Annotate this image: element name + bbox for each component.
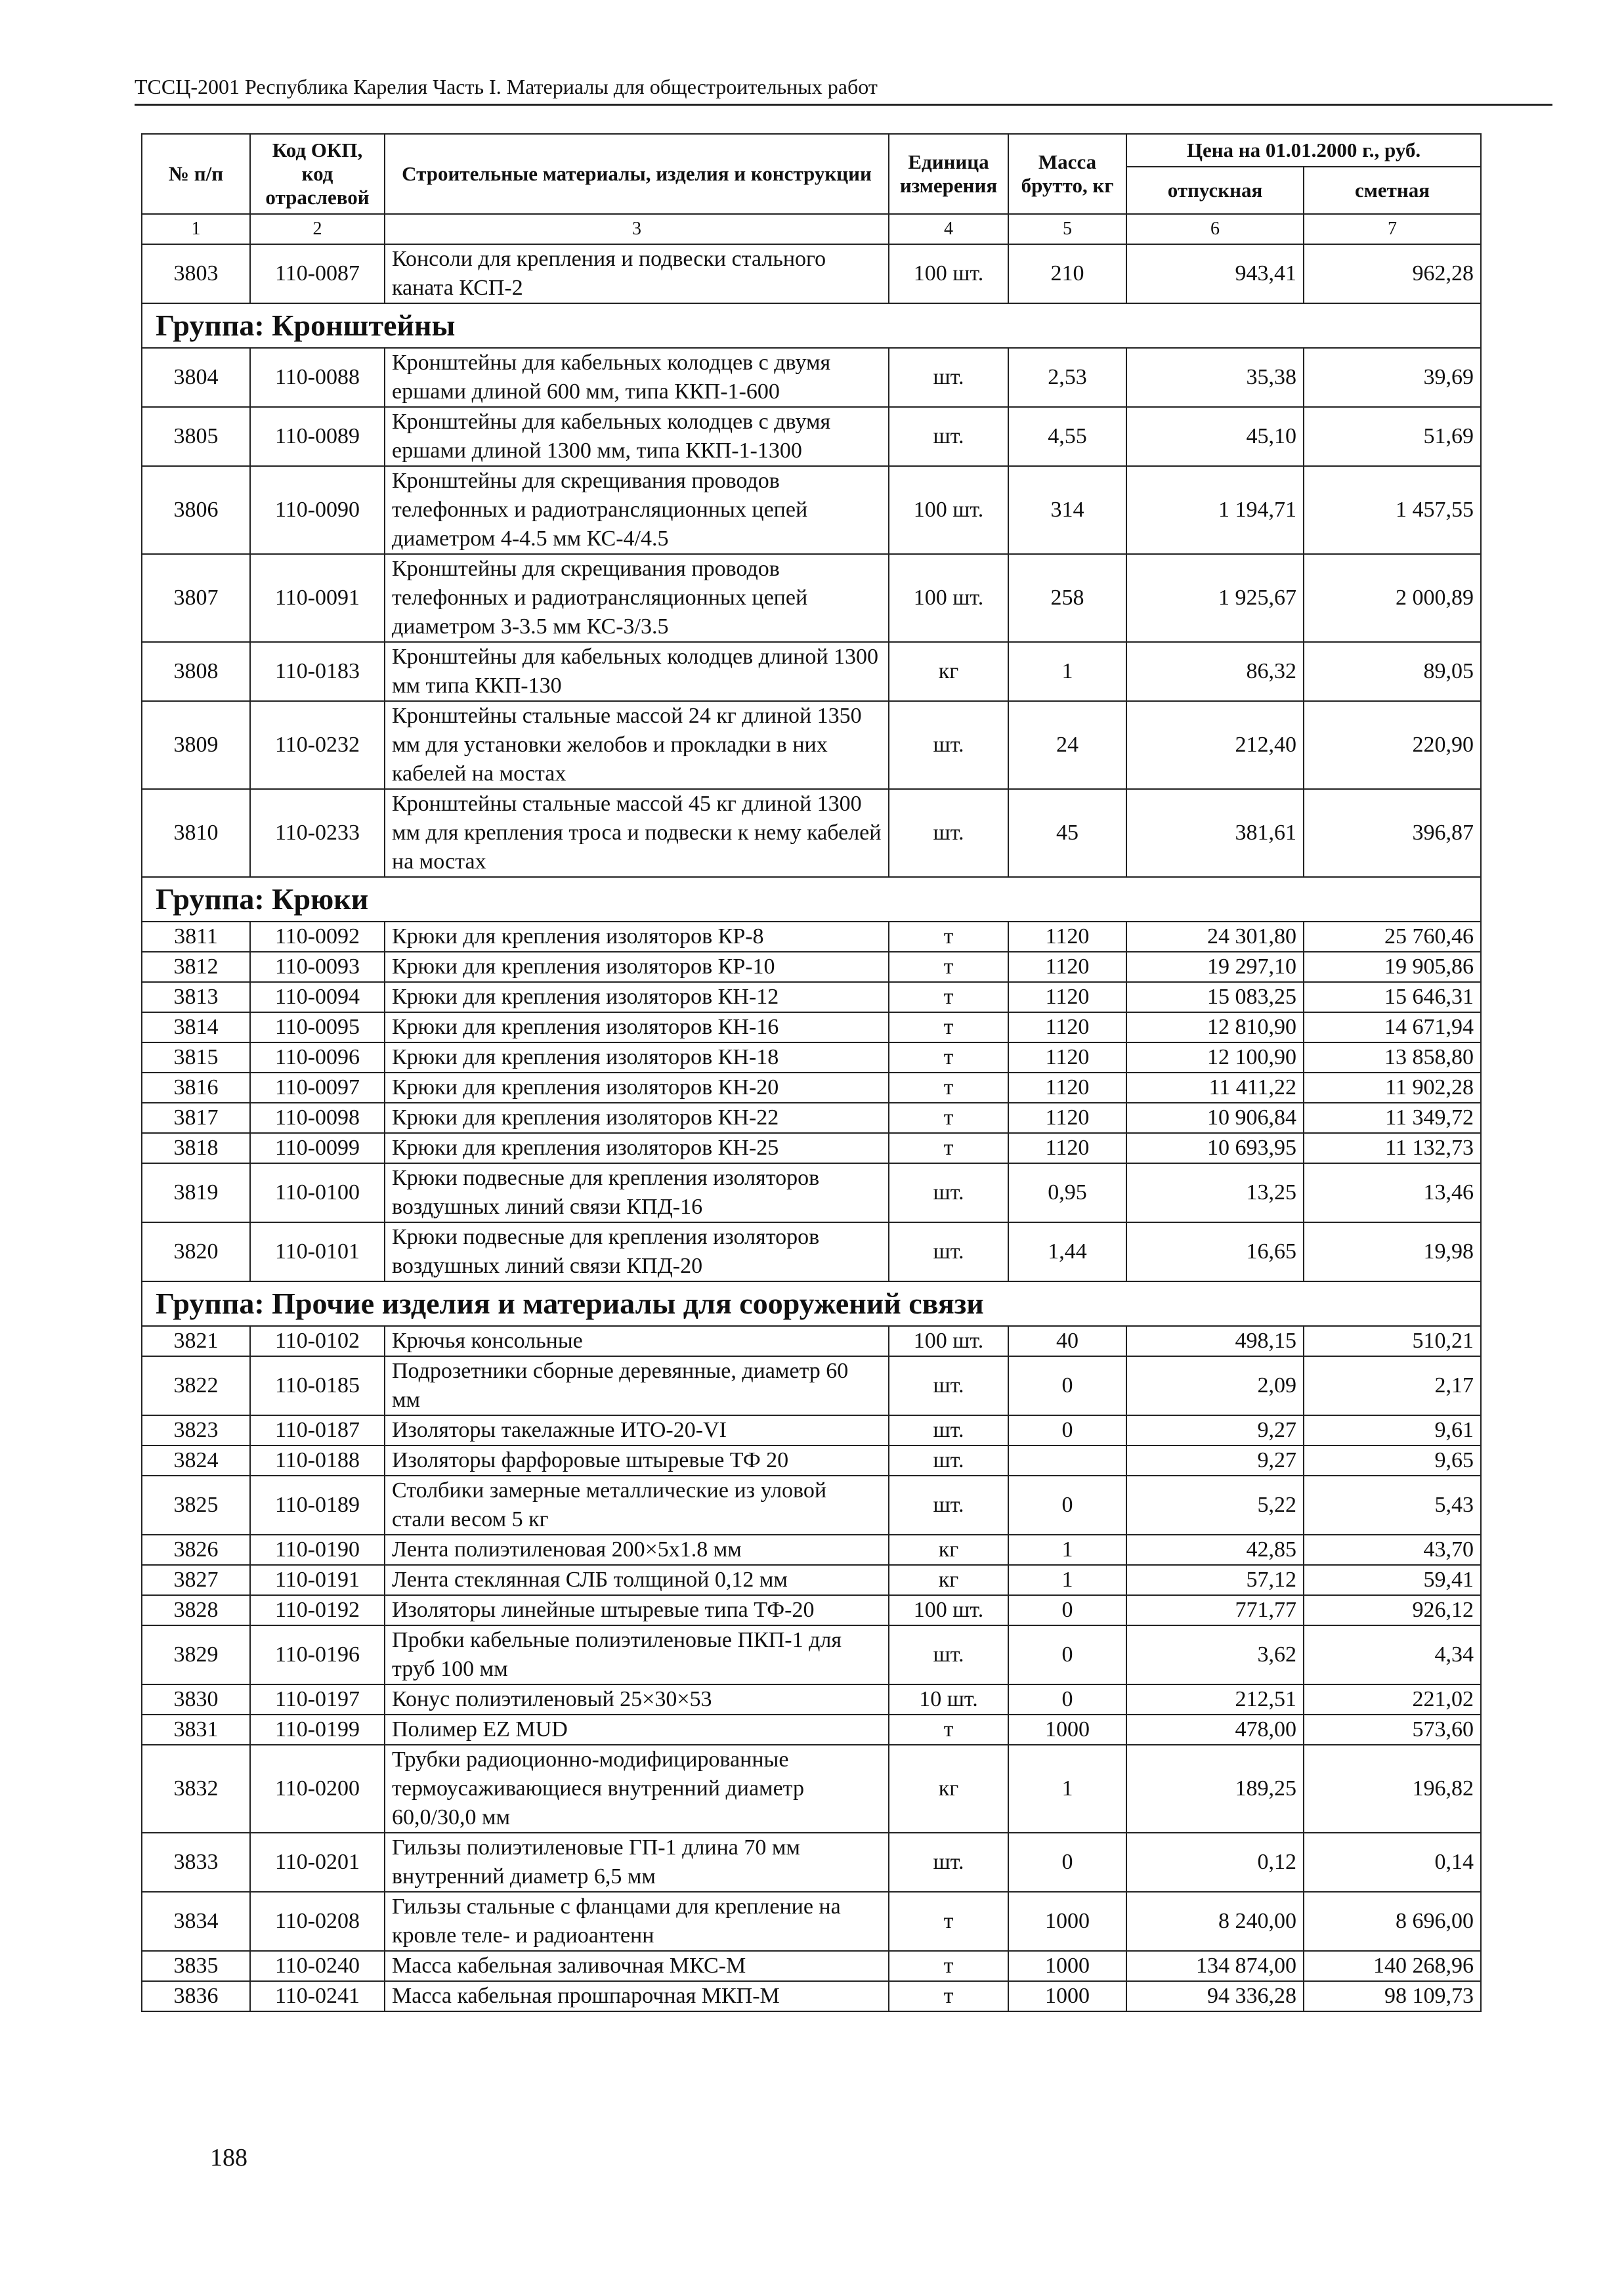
row-release-price: 94 336,28 xyxy=(1126,1981,1304,2011)
table-row xyxy=(142,1625,1481,1684)
row-code: 110-0190 xyxy=(250,1535,385,1565)
row-num: 3813 xyxy=(142,982,250,1012)
table-body xyxy=(142,244,1481,2011)
row-code: 110-0183 xyxy=(250,642,385,701)
col-header-num: № п/п xyxy=(142,134,250,214)
row-num: 3820 xyxy=(142,1222,250,1281)
row-name: Консоли для крепления и подвески стального каната КСП-2 xyxy=(385,244,889,303)
row-estimate-price: 19,98 xyxy=(1304,1222,1481,1281)
row-estimate-price: 8 696,00 xyxy=(1304,1892,1481,1951)
row-code: 110-0099 xyxy=(250,1133,385,1163)
row-estimate-price: 14 671,94 xyxy=(1304,1012,1481,1042)
header-divider xyxy=(135,104,1552,106)
column-number: 6 xyxy=(1126,214,1304,244)
row-mass: 1120 xyxy=(1008,1133,1126,1163)
row-code: 110-0088 xyxy=(250,348,385,407)
table-row xyxy=(142,1745,1481,1833)
row-name: Кронштейны стальные массой 45 кг длиной 1300 мм для крепления троса и подвески к нему кабелей на мостах xyxy=(385,789,889,877)
row-release-price: 771,77 xyxy=(1126,1595,1304,1625)
row-mass: 1 xyxy=(1008,1745,1126,1833)
column-number-row xyxy=(142,214,1481,244)
row-code: 110-0196 xyxy=(250,1625,385,1684)
table-row xyxy=(142,1981,1481,2011)
table-row xyxy=(142,348,1481,407)
col-header-price: Цена на 01.01.2000 г., руб. xyxy=(1126,134,1481,167)
row-name: Крюки для крепления изоляторов КР-10 xyxy=(385,952,889,982)
row-name: Изоляторы фарфоровые штыревые ТФ 20 xyxy=(385,1445,889,1476)
row-release-price: 12 100,90 xyxy=(1126,1042,1304,1073)
row-name: Кронштейны стальные массой 24 кг длиной 1350 мм для установки желобов и прокладки в них кабелей на мостах xyxy=(385,701,889,789)
row-name: Кронштейны для кабельных колодцев длиной 1300 мм типа ККП-130 xyxy=(385,642,889,701)
row-mass: 1000 xyxy=(1008,1715,1126,1745)
row-name: Трубки радиоционно-модифицированные термоусаживающиеся внутренний диаметр 60,0/30,0 мм xyxy=(385,1745,889,1833)
row-mass: 0,95 xyxy=(1008,1163,1126,1222)
table-row xyxy=(142,1356,1481,1415)
row-num: 3819 xyxy=(142,1163,250,1222)
row-name: Полимер EZ MUD xyxy=(385,1715,889,1745)
row-name: Лента стеклянная СЛБ толщиной 0,12 мм xyxy=(385,1565,889,1595)
row-unit: т xyxy=(889,1981,1008,2011)
row-num: 3826 xyxy=(142,1535,250,1565)
group-heading: Группа: Прочие изделия и материалы для сооружений связи xyxy=(142,1281,1481,1326)
row-num: 3836 xyxy=(142,1981,250,2011)
table-row xyxy=(142,1133,1481,1163)
row-estimate-price: 196,82 xyxy=(1304,1745,1481,1833)
row-name: Крюки для крепления изоляторов КН-18 xyxy=(385,1042,889,1073)
row-num: 3807 xyxy=(142,554,250,642)
row-estimate-price: 15 646,31 xyxy=(1304,982,1481,1012)
row-unit: т xyxy=(889,1012,1008,1042)
row-estimate-price: 5,43 xyxy=(1304,1476,1481,1535)
row-unit: шт. xyxy=(889,701,1008,789)
row-num: 3810 xyxy=(142,789,250,877)
row-unit: шт. xyxy=(889,1415,1008,1445)
table-row xyxy=(142,407,1481,466)
row-name: Гильзы стальные с фланцами для крепление на кровле теле- и радиоантенн xyxy=(385,1892,889,1951)
row-mass: 2,53 xyxy=(1008,348,1126,407)
row-num: 3805 xyxy=(142,407,250,466)
row-mass: 1 xyxy=(1008,1535,1126,1565)
table-row xyxy=(142,952,1481,982)
row-release-price: 45,10 xyxy=(1126,407,1304,466)
row-release-price: 8 240,00 xyxy=(1126,1892,1304,1951)
row-code: 110-0102 xyxy=(250,1326,385,1356)
row-unit: шт. xyxy=(889,1163,1008,1222)
row-unit: шт. xyxy=(889,1625,1008,1684)
table-row xyxy=(142,701,1481,789)
table-row xyxy=(142,1476,1481,1535)
row-estimate-price: 98 109,73 xyxy=(1304,1981,1481,2011)
row-release-price: 1 194,71 xyxy=(1126,466,1304,554)
table-row xyxy=(142,1222,1481,1281)
row-estimate-price: 0,14 xyxy=(1304,1833,1481,1892)
row-code: 110-0200 xyxy=(250,1745,385,1833)
row-unit: шт. xyxy=(889,1356,1008,1415)
row-name: Крюки для крепления изоляторов КН-25 xyxy=(385,1133,889,1163)
row-estimate-price: 11 349,72 xyxy=(1304,1103,1481,1133)
row-num: 3822 xyxy=(142,1356,250,1415)
row-num: 3811 xyxy=(142,922,250,952)
row-unit: шт. xyxy=(889,348,1008,407)
row-unit: шт. xyxy=(889,1476,1008,1535)
row-num: 3831 xyxy=(142,1715,250,1745)
row-code: 110-0240 xyxy=(250,1951,385,1981)
row-estimate-price: 43,70 xyxy=(1304,1535,1481,1565)
row-release-price: 24 301,80 xyxy=(1126,922,1304,952)
row-code: 110-0199 xyxy=(250,1715,385,1745)
row-code: 110-0241 xyxy=(250,1981,385,2011)
row-unit: кг xyxy=(889,1745,1008,1833)
row-code: 110-0188 xyxy=(250,1445,385,1476)
row-code: 110-0094 xyxy=(250,982,385,1012)
row-release-price: 1 925,67 xyxy=(1126,554,1304,642)
row-unit: шт. xyxy=(889,1222,1008,1281)
row-name: Подрозетники сборные деревянные, диаметр 60 мм xyxy=(385,1356,889,1415)
row-num: 3823 xyxy=(142,1415,250,1445)
row-mass: 24 xyxy=(1008,701,1126,789)
row-unit: кг xyxy=(889,642,1008,701)
row-name: Пробки кабельные полиэтиленовые ПКП-1 для труб 100 мм xyxy=(385,1625,889,1684)
row-name: Масса кабельная заливочная МКС-М xyxy=(385,1951,889,1981)
row-mass: 1120 xyxy=(1008,922,1126,952)
row-num: 3803 xyxy=(142,244,250,303)
table-row xyxy=(142,1892,1481,1951)
row-estimate-price: 13 858,80 xyxy=(1304,1042,1481,1073)
table-row xyxy=(142,244,1481,303)
row-mass: 40 xyxy=(1008,1326,1126,1356)
row-name: Крюки для крепления изоляторов КР-8 xyxy=(385,922,889,952)
row-release-price: 2,09 xyxy=(1126,1356,1304,1415)
row-release-price: 13,25 xyxy=(1126,1163,1304,1222)
row-mass: 258 xyxy=(1008,554,1126,642)
row-mass: 1 xyxy=(1008,642,1126,701)
row-estimate-price: 9,61 xyxy=(1304,1415,1481,1445)
row-estimate-price: 2,17 xyxy=(1304,1356,1481,1415)
table-row xyxy=(142,1535,1481,1565)
row-code: 110-0091 xyxy=(250,554,385,642)
group-heading-row xyxy=(142,1281,1481,1326)
row-unit: 100 шт. xyxy=(889,1326,1008,1356)
row-mass: 1,44 xyxy=(1008,1222,1126,1281)
row-code: 110-0097 xyxy=(250,1073,385,1103)
group-heading-row xyxy=(142,877,1481,922)
row-release-price: 86,32 xyxy=(1126,642,1304,701)
row-unit: шт. xyxy=(889,407,1008,466)
row-num: 3818 xyxy=(142,1133,250,1163)
row-estimate-price: 140 268,96 xyxy=(1304,1951,1481,1981)
row-name: Крюки подвесные для крепления изоляторов воздушных линий связи КПД-16 xyxy=(385,1163,889,1222)
table-row xyxy=(142,1951,1481,1981)
row-num: 3832 xyxy=(142,1745,250,1833)
row-release-price: 3,62 xyxy=(1126,1625,1304,1684)
row-code: 110-0087 xyxy=(250,244,385,303)
column-number: 1 xyxy=(142,214,250,244)
row-code: 110-0187 xyxy=(250,1415,385,1445)
row-estimate-price: 11 902,28 xyxy=(1304,1073,1481,1103)
row-mass: 0 xyxy=(1008,1476,1126,1535)
page-number: 188 xyxy=(210,2144,247,2171)
group-heading: Группа: Крюки xyxy=(142,877,1481,922)
table-row xyxy=(142,1715,1481,1745)
row-estimate-price: 396,87 xyxy=(1304,789,1481,877)
row-estimate-price: 11 132,73 xyxy=(1304,1133,1481,1163)
col-header-mass: Масса брутто, кг xyxy=(1008,134,1126,214)
row-unit: т xyxy=(889,1042,1008,1073)
row-release-price: 15 083,25 xyxy=(1126,982,1304,1012)
row-release-price: 943,41 xyxy=(1126,244,1304,303)
row-release-price: 42,85 xyxy=(1126,1535,1304,1565)
table-row xyxy=(142,554,1481,642)
row-release-price: 35,38 xyxy=(1126,348,1304,407)
column-number: 3 xyxy=(385,214,889,244)
row-estimate-price: 13,46 xyxy=(1304,1163,1481,1222)
row-code: 110-0191 xyxy=(250,1565,385,1595)
row-num: 3808 xyxy=(142,642,250,701)
row-name: Гильзы полиэтиленовые ГП-1 длина 70 мм внутренний диаметр 6,5 мм xyxy=(385,1833,889,1892)
row-mass: 0 xyxy=(1008,1684,1126,1715)
row-code: 110-0233 xyxy=(250,789,385,877)
col-header-unit: Единица измерения xyxy=(889,134,1008,214)
row-name: Кронштейны для кабельных колодцев с двумя ершами длиной 600 мм, типа ККП-1-600 xyxy=(385,348,889,407)
row-release-price: 10 906,84 xyxy=(1126,1103,1304,1133)
group-heading-row xyxy=(142,303,1481,348)
col-header-code: Код ОКП, код отраслевой xyxy=(250,134,385,214)
row-unit: шт. xyxy=(889,1833,1008,1892)
row-mass: 4,55 xyxy=(1008,407,1126,466)
row-name: Масса кабельная прошпарочная МКП-М xyxy=(385,1981,889,2011)
table-row xyxy=(142,1042,1481,1073)
row-estimate-price: 39,69 xyxy=(1304,348,1481,407)
row-num: 3830 xyxy=(142,1684,250,1715)
row-code: 110-0092 xyxy=(250,922,385,952)
row-name: Крюки подвесные для крепления изоляторов воздушных линий связи КПД-20 xyxy=(385,1222,889,1281)
row-unit: 100 шт. xyxy=(889,244,1008,303)
row-unit: т xyxy=(889,982,1008,1012)
row-release-price: 9,27 xyxy=(1126,1445,1304,1476)
row-unit: т xyxy=(889,952,1008,982)
row-release-price: 5,22 xyxy=(1126,1476,1304,1535)
row-unit: т xyxy=(889,1103,1008,1133)
row-name: Кронштейны для кабельных колодцев с двумя ершами длиной 1300 мм, типа ККП-1-1300 xyxy=(385,407,889,466)
row-estimate-price: 573,60 xyxy=(1304,1715,1481,1745)
row-mass: 0 xyxy=(1008,1625,1126,1684)
group-heading: Группа: Кронштейны xyxy=(142,303,1481,348)
page-header: ТССЦ-2001 Республика Карелия Часть I. Материалы для общестроительных работ xyxy=(135,75,878,98)
row-release-price: 57,12 xyxy=(1126,1565,1304,1595)
price-table xyxy=(141,133,1482,2012)
row-unit: 100 шт. xyxy=(889,554,1008,642)
row-mass: 1120 xyxy=(1008,1103,1126,1133)
row-code: 110-0096 xyxy=(250,1042,385,1073)
row-num: 3804 xyxy=(142,348,250,407)
row-release-price: 212,51 xyxy=(1126,1684,1304,1715)
row-estimate-price: 510,21 xyxy=(1304,1326,1481,1356)
row-release-price: 11 411,22 xyxy=(1126,1073,1304,1103)
table-row xyxy=(142,1012,1481,1042)
row-num: 3825 xyxy=(142,1476,250,1535)
row-mass: 1 xyxy=(1008,1565,1126,1595)
row-unit: 10 шт. xyxy=(889,1684,1008,1715)
row-code: 110-0201 xyxy=(250,1833,385,1892)
row-unit: шт. xyxy=(889,1445,1008,1476)
row-release-price: 16,65 xyxy=(1126,1222,1304,1281)
table-row xyxy=(142,1684,1481,1715)
row-name: Столбики замерные металлические из уловой стали весом 5 кг xyxy=(385,1476,889,1535)
row-estimate-price: 962,28 xyxy=(1304,244,1481,303)
row-estimate-price: 1 457,55 xyxy=(1304,466,1481,554)
col-header-name: Строительные материалы, изделия и конструкции xyxy=(385,134,889,214)
table-row xyxy=(142,1326,1481,1356)
row-estimate-price: 2 000,89 xyxy=(1304,554,1481,642)
row-unit: т xyxy=(889,1951,1008,1981)
row-name: Крючья консольные xyxy=(385,1326,889,1356)
table-row xyxy=(142,789,1481,877)
row-release-price: 498,15 xyxy=(1126,1326,1304,1356)
table-row xyxy=(142,642,1481,701)
row-release-price: 381,61 xyxy=(1126,789,1304,877)
row-num: 3817 xyxy=(142,1103,250,1133)
row-num: 3806 xyxy=(142,466,250,554)
row-code: 110-0100 xyxy=(250,1163,385,1222)
row-name: Кронштейны для скрещивания проводов телефонных и радиотрансляционных цепей диаметром 3-3.5 мм КС-3/3.5 xyxy=(385,554,889,642)
row-mass: 1000 xyxy=(1008,1981,1126,2011)
row-num: 3833 xyxy=(142,1833,250,1892)
row-num: 3829 xyxy=(142,1625,250,1684)
row-unit: 100 шт. xyxy=(889,466,1008,554)
row-estimate-price: 51,69 xyxy=(1304,407,1481,466)
row-code: 110-0208 xyxy=(250,1892,385,1951)
row-code: 110-0093 xyxy=(250,952,385,982)
table-row xyxy=(142,1565,1481,1595)
row-release-price: 212,40 xyxy=(1126,701,1304,789)
table-row xyxy=(142,922,1481,952)
row-mass: 45 xyxy=(1008,789,1126,877)
row-mass: 1120 xyxy=(1008,952,1126,982)
row-code: 110-0192 xyxy=(250,1595,385,1625)
row-code: 110-0095 xyxy=(250,1012,385,1042)
row-unit: 100 шт. xyxy=(889,1595,1008,1625)
row-num: 3821 xyxy=(142,1326,250,1356)
column-number: 2 xyxy=(250,214,385,244)
row-unit: т xyxy=(889,1073,1008,1103)
row-estimate-price: 25 760,46 xyxy=(1304,922,1481,952)
row-name: Конус полиэтиленовый 25×30×53 xyxy=(385,1684,889,1715)
row-mass: 1000 xyxy=(1008,1892,1126,1951)
row-release-price: 10 693,95 xyxy=(1126,1133,1304,1163)
row-code: 110-0089 xyxy=(250,407,385,466)
row-name: Изоляторы линейные штыревые типа ТФ-20 xyxy=(385,1595,889,1625)
row-estimate-price: 926,12 xyxy=(1304,1595,1481,1625)
row-code: 110-0232 xyxy=(250,701,385,789)
row-estimate-price: 59,41 xyxy=(1304,1565,1481,1595)
row-release-price: 189,25 xyxy=(1126,1745,1304,1833)
row-mass: 1120 xyxy=(1008,1012,1126,1042)
row-num: 3814 xyxy=(142,1012,250,1042)
row-num: 3816 xyxy=(142,1073,250,1103)
row-name: Крюки для крепления изоляторов КН-12 xyxy=(385,982,889,1012)
row-mass: 1000 xyxy=(1008,1951,1126,1981)
table-row xyxy=(142,1445,1481,1476)
row-unit: шт. xyxy=(889,789,1008,877)
row-name: Крюки для крепления изоляторов КН-20 xyxy=(385,1073,889,1103)
row-release-price: 19 297,10 xyxy=(1126,952,1304,982)
row-num: 3835 xyxy=(142,1951,250,1981)
column-number: 7 xyxy=(1304,214,1481,244)
row-num: 3812 xyxy=(142,952,250,982)
table-row xyxy=(142,1833,1481,1892)
column-number: 4 xyxy=(889,214,1008,244)
table-row xyxy=(142,1073,1481,1103)
row-num: 3809 xyxy=(142,701,250,789)
row-estimate-price: 4,34 xyxy=(1304,1625,1481,1684)
row-mass: 0 xyxy=(1008,1595,1126,1625)
row-name: Кронштейны для скрещивания проводов телефонных и радиотрансляционных цепей диаметром 4-4.5 мм КС-4/4.5 xyxy=(385,466,889,554)
row-mass: 1120 xyxy=(1008,982,1126,1012)
row-code: 110-0090 xyxy=(250,466,385,554)
row-estimate-price: 220,90 xyxy=(1304,701,1481,789)
row-unit: т xyxy=(889,1133,1008,1163)
row-code: 110-0185 xyxy=(250,1356,385,1415)
row-code: 110-0197 xyxy=(250,1684,385,1715)
row-estimate-price: 19 905,86 xyxy=(1304,952,1481,982)
row-unit: т xyxy=(889,1892,1008,1951)
row-release-price: 134 874,00 xyxy=(1126,1951,1304,1981)
row-mass: 1120 xyxy=(1008,1073,1126,1103)
row-mass: 0 xyxy=(1008,1356,1126,1415)
row-name: Лента полиэтиленовая 200×5х1.8 мм xyxy=(385,1535,889,1565)
table-row xyxy=(142,1415,1481,1445)
row-unit: т xyxy=(889,1715,1008,1745)
row-name: Крюки для крепления изоляторов КН-16 xyxy=(385,1012,889,1042)
row-mass: 210 xyxy=(1008,244,1126,303)
row-num: 3815 xyxy=(142,1042,250,1073)
row-code: 110-0101 xyxy=(250,1222,385,1281)
table-row xyxy=(142,466,1481,554)
row-num: 3827 xyxy=(142,1565,250,1595)
row-mass xyxy=(1008,1445,1126,1476)
row-release-price: 0,12 xyxy=(1126,1833,1304,1892)
row-code: 110-0189 xyxy=(250,1476,385,1535)
row-unit: кг xyxy=(889,1535,1008,1565)
row-num: 3834 xyxy=(142,1892,250,1951)
row-num: 3828 xyxy=(142,1595,250,1625)
row-mass: 314 xyxy=(1008,466,1126,554)
row-release-price: 12 810,90 xyxy=(1126,1012,1304,1042)
column-number: 5 xyxy=(1008,214,1126,244)
row-estimate-price: 89,05 xyxy=(1304,642,1481,701)
row-unit: кг xyxy=(889,1565,1008,1595)
row-estimate-price: 9,65 xyxy=(1304,1445,1481,1476)
table-row xyxy=(142,982,1481,1012)
row-code: 110-0098 xyxy=(250,1103,385,1133)
row-mass: 1120 xyxy=(1008,1042,1126,1073)
col-header-release-price: отпускная xyxy=(1126,167,1304,214)
row-name: Крюки для крепления изоляторов КН-22 xyxy=(385,1103,889,1133)
table-row xyxy=(142,1595,1481,1625)
row-mass: 0 xyxy=(1008,1833,1126,1892)
table-row xyxy=(142,1103,1481,1133)
row-mass: 0 xyxy=(1008,1415,1126,1445)
row-estimate-price: 221,02 xyxy=(1304,1684,1481,1715)
table-row xyxy=(142,1163,1481,1222)
row-name: Изоляторы такелажные ИТО-20-VI xyxy=(385,1415,889,1445)
col-header-estimate-price: сметная xyxy=(1304,167,1481,214)
row-release-price: 478,00 xyxy=(1126,1715,1304,1745)
row-unit: т xyxy=(889,922,1008,952)
row-num: 3824 xyxy=(142,1445,250,1476)
row-release-price: 9,27 xyxy=(1126,1415,1304,1445)
